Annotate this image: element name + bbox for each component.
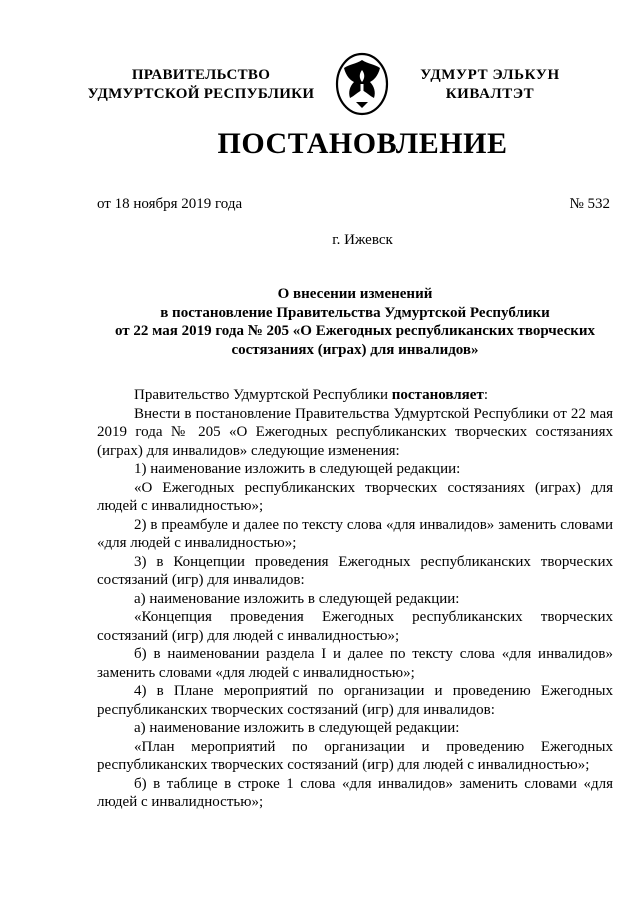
government-name-udmurt-line1: УДМУРТ ЭЛЬКУН: [420, 67, 560, 83]
government-name-udmurt: [418, 66, 562, 104]
government-name-line1: ПРАВИТЕЛЬСТВО: [131, 67, 271, 83]
document-type-title: ПОСТАНОВЛЕНИЕ: [217, 127, 508, 160]
subject-line-1: О внесении изменений: [277, 286, 433, 302]
intro-text: Правительство Удмуртской Республики: [134, 387, 392, 403]
government-name-udmurt-line2: КИВАЛТЭТ: [445, 86, 535, 102]
body-paragraph-1: Внести в постановление Правительства Удмуртской Республики от 22 мая 2019 года № 205 «О Ежегодных республиканских творческих состязаниях (играх) для инвалидов» следующие изменения:: [97, 405, 613, 459]
body-paragraph-11: «План мероприятий по организации и проведению Ежегодных республиканских творческих состязаний (игр) для людей с инвалидностью»;: [97, 738, 613, 773]
intro-paragraph: [97, 386, 613, 405]
document-city: г. Ижевск: [332, 232, 393, 248]
document-body: [97, 386, 613, 812]
subject-line-3: от 22 мая 2019 года № 205 «О Ежегодных республиканских творческих: [114, 323, 596, 339]
intro-end: :: [483, 387, 488, 403]
body-paragraph-9: 4) в Плане мероприятий по организации и проведению Ежегодных республиканских творческих состязаний (игр) для инвалидов:: [97, 683, 613, 718]
subject-line-2: в постановление Правительства Удмуртской Республики: [160, 304, 550, 321]
body-paragraph-5: 3) в Концепции проведения Ежегодных республиканских творческих состязаний (игр) для инвалидов:: [97, 553, 613, 588]
government-name-russian: [84, 66, 318, 104]
body-paragraph-2: 1) наименование изложить в следующей редакции:: [134, 461, 461, 477]
body-paragraph-12: б) в таблице в строке 1 слова «для инвалидов» заменить словами «для людей с инвалидностью»;: [97, 775, 613, 810]
body-paragraph-4: 2) в преамбуле и далее по тексту слова «для инвалидов» заменить словами «для людей с инвалидностью»;: [97, 516, 613, 551]
intro-bold-verb: постановляет: [391, 387, 484, 403]
body-paragraph-3: «О Ежегодных республиканских творческих состязаниях (играх) для людей с инвалидностью»;: [97, 479, 613, 514]
udmurt-coat-of-arms-icon: [334, 50, 390, 116]
body-paragraph-6: а) наименование изложить в следующей редакции:: [134, 590, 460, 607]
subject-line-4: состязаниях (играх) для инвалидов»: [231, 341, 479, 358]
body-paragraph-10: а) наименование изложить в следующей редакции:: [134, 720, 460, 736]
body-paragraph-8: б) в наименовании раздела I и далее по тексту слова «для инвалидов» заменить словами «для людей с инвалидностью»;: [97, 646, 613, 681]
document-number: № 532: [569, 196, 610, 212]
document-subject-title: [97, 285, 613, 359]
government-name-line2: УДМУРТСКОЙ РЕСПУБЛИКИ: [87, 86, 315, 102]
document-date: от 18 ноября 2019 года: [97, 196, 243, 212]
body-paragraph-7: «Концепция проведения Ежегодных республиканских творческих состязаний (игр) для людей с инвалидностью»;: [97, 609, 613, 644]
